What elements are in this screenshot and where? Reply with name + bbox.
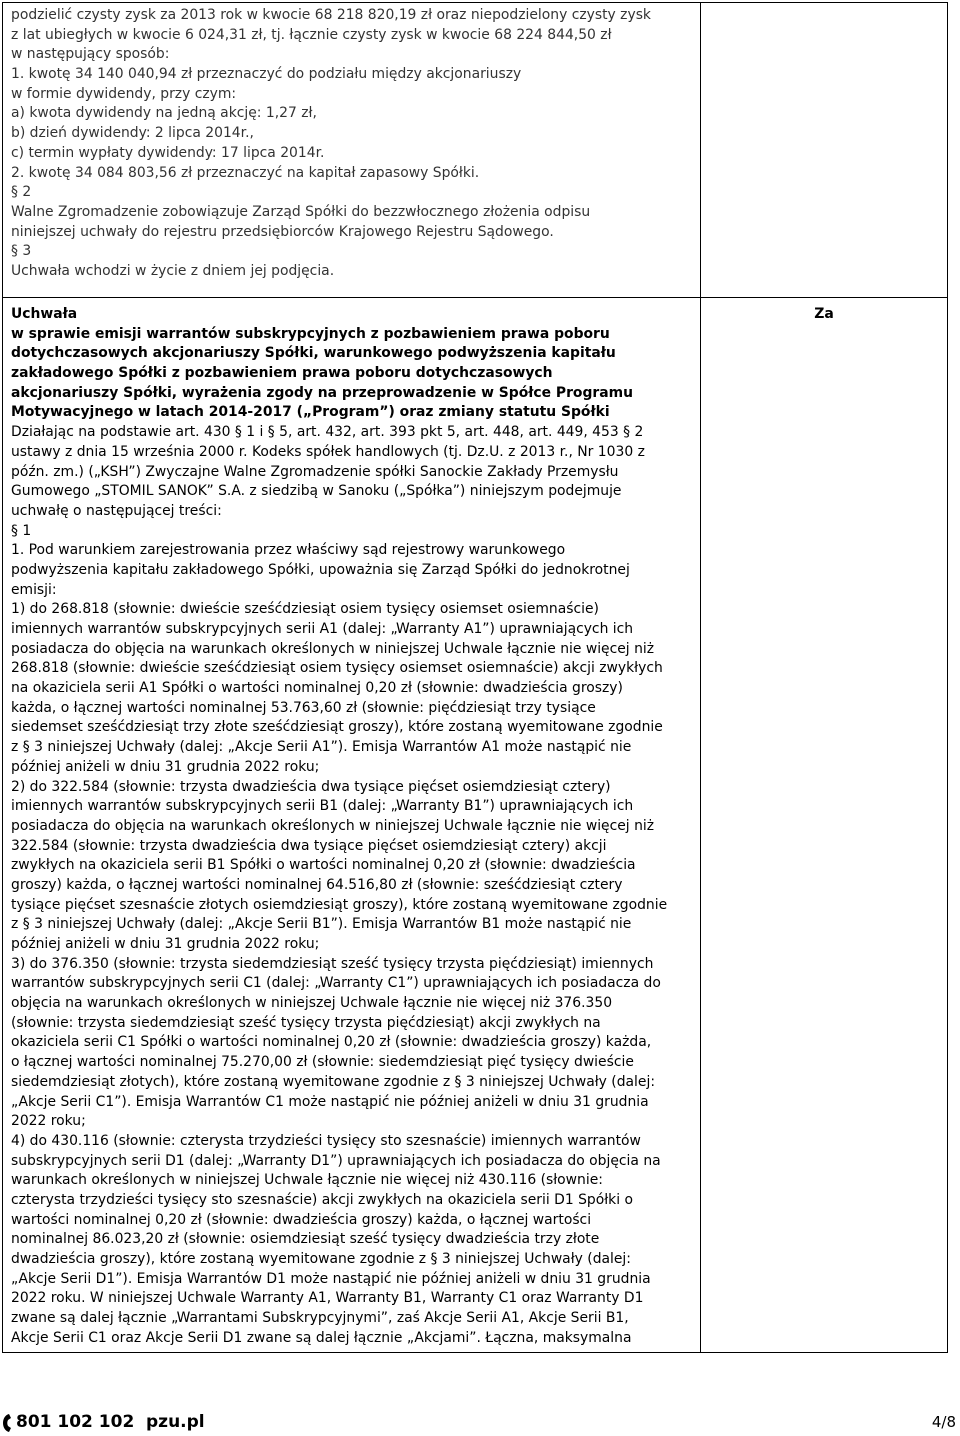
text-line: wartości nominalnej 0,20 zł (słownie: dwadzieścia groszy) każda, o łącznej wartości — [11, 1211, 592, 1228]
dividend-section — [3, 3, 700, 286]
text-line: Walne Zgromadzenie zobowiązuje Zarząd Spółki do bezzwłocznego złożenia odpisu — [11, 203, 591, 220]
text-line: imiennych warrantów subskrypcyjnych serii A1 (dalej: „Warranty A1”) uprawniających ich — [11, 621, 634, 637]
text-line: z lat ubiegłych w kwocie 6 024,31 zł, tj. łącznie czysty zysk w kwocie 68 224 844,50 zł — [11, 26, 612, 43]
text-line: z § 3 niniejszej Uchwały (dalej: „Akcje Serii B1”). Emisja Warrantów B1 może nastąpić nie — [11, 916, 632, 933]
text-line: § 3 — [11, 243, 32, 260]
text-line: subskrypcyjnych serii D1 (dalej: „Warranty D1”) uprawniających ich posiadacza do objęcia na — [11, 1152, 661, 1169]
text-line: posiadacza do objęcia na warunkach określonych w niniejszej Uchwale łącznie nie więcej niż — [11, 817, 655, 834]
text-line: siedemset sześćdziesiąt trzy złote sześćdziesiąt groszy), które zostaną wyemitowane zgodnie — [11, 719, 663, 736]
text-line: objęcia na warunkach określonych w niniejszej Uchwale łącznie nie więcej niż 376.350 — [11, 995, 613, 1012]
text-line: 3) do 376.350 (słownie: trzysta siedemdziesiąt sześć tysięcy trzysta pięćdziesiąt) imiennych — [11, 955, 654, 972]
resolution-body — [11, 423, 692, 1348]
phone-handset-icon — [2, 1413, 12, 1433]
text-line: „Akcje Serii D1”). Emisja Warrantów D1 może nastąpić nie później aniżeli w dniu 31 grudnia — [11, 1270, 651, 1287]
text-line: uchwałę o następującej treści: — [11, 502, 222, 519]
text-line: każda, o łącznej wartości nominalnej 53.763,60 zł (słownie: pięćdziesiąt trzy tysiące — [11, 699, 596, 716]
text-line: c) termin wypłaty dywidendy: 17 lipca 2014r. — [11, 144, 325, 161]
text-line: (słownie: trzysta siedemdziesiąt sześć tysięcy trzysta pięćdziesiąt) akcji zwykłych na — [11, 1014, 601, 1031]
text-line: niniejszej uchwały do rejestru przedsiębiorców Krajowego Rejestru Sądowego. — [11, 223, 554, 240]
text-line: 1. Pod warunkiem zarejestrowania przez właściwy sąd rejestrowy warunkowego — [11, 542, 566, 559]
text-line: czterysta trzydzieści tysięcy sto szesnaście) akcji zwykłych na okaziciela serii D1 Spółki o — [11, 1191, 633, 1208]
text-line: zwane są dalej łącznie „Warrantami Subskrypcyjnymi”, zaś Akcje Serii A1, Akcje Serii B1, — [11, 1310, 629, 1327]
text-line: Gumowego „STOMIL SANOK” S.A. z siedzibą w Sanoku („Spółka”) niniejszym podejmuje — [11, 483, 622, 500]
status-cell — [701, 298, 948, 1353]
text-line: „Akcje Serii C1”). Emisja Warrantów C1 może nastąpić nie później aniżeli w dniu 31 grudnia — [11, 1093, 649, 1110]
text-line: na okaziciela serii A1 Spółki o wartości nominalnej 0,20 zł (słownie: dwadzieścia groszy) — [11, 680, 623, 697]
status-label: Za — [814, 306, 834, 322]
text-line: zakładowego Spółki z pozbawieniem prawa poboru dotychczasowych — [11, 365, 553, 382]
text-line: podzielić czysty zysk za 2013 rok w kwocie 68 218 820,19 zł oraz niepodzielony czysty zysk — [11, 7, 651, 23]
text-line: z § 3 niniejszej Uchwały (dalej: „Akcje Serii A1”). Emisja Warrantów A1 może nastąpić nie — [11, 739, 632, 756]
text-line: Działając na podstawie art. 430 § 1 i § 5, art. 432, art. 393 pkt 5, art. 448, art. 449, 453 § 2 — [11, 424, 644, 441]
text-line: w formie dywidendy, przy czym: — [11, 85, 237, 102]
text-line: okaziciela serii C1 Spółki o wartości nominalnej 0,20 zł (słownie: dwadzieścia groszy) każda, — [11, 1034, 652, 1051]
table-row — [3, 3, 948, 298]
text-line: akcjonariuszy Spółki, wyrażenia zgody na przeprowadzenie w Spółce Programu — [11, 384, 633, 401]
text-line: dotychczasowych akcjonariuszy Spółki, warunkowego podwyższenia kapitału — [11, 345, 616, 362]
text-line: 268.818 (słownie: dwieście sześćdziesiąt osiem tysięcy osiemset osiemnaście) akcji zwykłych — [11, 660, 663, 677]
text-line: warrantów subskrypcyjnych serii C1 (dalej: „Warranty C1”) uprawniających ich posiadacza do — [11, 975, 661, 992]
text-line: imiennych warrantów subskrypcyjnych serii B1 (dalej: „Warranty B1”) uprawniających ich — [11, 798, 634, 815]
status-label — [701, 3, 947, 11]
table-row — [3, 298, 948, 1353]
text-line: 2022 roku. W niniejszej Uchwale Warranty A1, Warranty B1, Warranty C1 oraz Warranty D1 — [11, 1290, 644, 1307]
text-line: warunkach określonych w niniejszej Uchwale łącznie nie więcej niż 430.116 (słownie: — [11, 1172, 603, 1189]
page-footer — [0, 1410, 960, 1436]
text-line: nominalnej 86.023,20 zł (słownie: osiemdziesiąt sześć tysięcy dwadzieścia trzy złote — [11, 1231, 600, 1248]
text-line: w następujący sposób: — [11, 46, 170, 63]
text-line: podwyższenia kapitału zakładowego Spółki, upoważnia się Zarząd Spółki do jednokrotnej — [11, 561, 630, 578]
text-line: później aniżeli w dniu 31 grudnia 2022 roku; — [11, 936, 320, 952]
resolution-section — [3, 298, 700, 1352]
text-line: siedemdziesiąt złotych), które zostaną wyemitowane zgodnie z § 3 niniejszej Uchwały (dalej: — [11, 1073, 655, 1090]
text-line: § 1 — [11, 522, 32, 539]
text-line: tysiące pięćset szesnaście złotych osiemdziesiąt groszy), które zostaną wyemitowane zgodnie — [11, 896, 668, 913]
text-line: Uchwała wchodzi w życie z dniem jej podjęcia. — [11, 262, 335, 279]
website-link[interactable]: pzu.pl — [146, 1412, 205, 1432]
text-line: groszy) każda, o łącznej wartości nominalnej 64.516,80 zł (słownie: sześćdziesiąt cztery — [11, 876, 623, 893]
status-cell — [701, 3, 948, 298]
text-line: a) kwota dywidendy na jedną akcję: 1,27 zł, — [11, 105, 317, 122]
text-line: późn. zm.) („KSH”) Zwyczajne Walne Zgromadzenie spółki Sanockie Zakłady Przemysłu — [11, 463, 619, 480]
text-line: 1. kwotę 34 140 040,94 zł przeznaczyć do podziału między akcjonariuszy — [11, 66, 522, 83]
phone-number[interactable]: 801 102 102 — [16, 1412, 135, 1432]
text-line: Motywacyjnego w latach 2014-2017 („Program”) oraz zmiany statutu Spółki — [11, 404, 610, 421]
text-cell — [3, 3, 701, 298]
text-line: 322.584 (słownie: trzysta dwadzieścia dwa tysiące pięćset osiemdziesiąt cztery) akcji — [11, 837, 607, 854]
resolution-heading — [11, 305, 692, 423]
text-line: § 2 — [11, 184, 32, 201]
text-line: w sprawie emisji warrantów subskrypcyjnych z pozbawieniem prawa poboru — [11, 325, 610, 342]
text-line: 2022 roku; — [11, 1113, 86, 1130]
text-line: Akcje Serii C1 oraz Akcje Serii D1 zwane są dalej łącznie „Akcjami”. Łączna, maksymalna — [11, 1329, 632, 1346]
text-cell — [3, 298, 701, 1353]
text-line: 4) do 430.116 (słownie: czterysta trzydzieści tysięcy sto szesnaście) imiennych warrantów — [11, 1132, 641, 1149]
resolution-table — [2, 2, 948, 1353]
text-line: zwykłych na okaziciela serii B1 Spółki o wartości nominalnej 0,20 zł (słownie: dwadzieścia — [11, 857, 636, 874]
text-line: ustawy z dnia 15 września 2000 r. Kodeks spółek handlowych (tj. Dz.U. z 2013 r., Nr 1030 z — [11, 443, 645, 460]
text-line: 2) do 322.584 (słownie: trzysta dwadzieścia dwa tysiące pięćset osiemdziesiąt cztery) — [11, 778, 611, 795]
text-line: posiadacza do objęcia na warunkach określonych w niniejszej Uchwale łącznie nie więcej niż — [11, 640, 655, 657]
text-line: emisji: — [11, 581, 57, 598]
text-line: 1) do 268.818 (słownie: dwieście sześćdziesiąt osiem tysięcy osiemset osiemnaście) — [11, 601, 599, 618]
text-line: Uchwała — [11, 306, 78, 322]
text-line: b) dzień dywidendy: 2 lipca 2014r., — [11, 125, 254, 142]
page-counter: 4/8 — [931, 1413, 956, 1431]
text-line: dwadzieścia groszy), które zostaną wyemitowane zgodnie z § 3 niniejszej Uchwały (dalej: — [11, 1251, 631, 1267]
text-line: 2. kwotę 34 084 803,56 zł przeznaczyć na kapitał zapasowy Spółki. — [11, 164, 480, 181]
text-line: później aniżeli w dniu 31 grudnia 2022 roku; — [11, 758, 320, 775]
text-line: o łącznej wartości nominalnej 75.270,00 zł (słownie: siedemdziesiąt pięć tysięcy dwieście — [11, 1054, 634, 1071]
